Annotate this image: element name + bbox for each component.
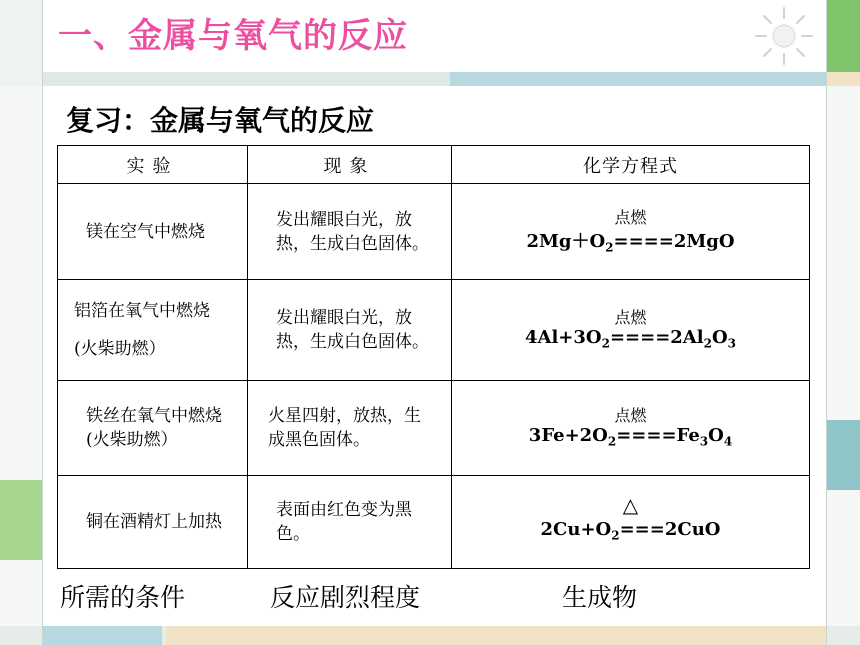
equation-arrow: ==== bbox=[609, 327, 671, 349]
subscript: 4 bbox=[723, 434, 733, 449]
equation-rhs: 2Al bbox=[670, 327, 704, 349]
frame-line-right bbox=[826, 0, 827, 645]
equation-cell bbox=[452, 280, 810, 381]
reaction-condition: 点燃 bbox=[614, 308, 647, 328]
footer-label-intensity: 反应剧烈程度 bbox=[270, 583, 421, 612]
experiment-cell: 铁丝在氧气中燃烧(火柴助燃） bbox=[58, 381, 248, 476]
frame-bottom-teal bbox=[42, 626, 162, 645]
footer-label-products: 生成物 bbox=[562, 583, 638, 612]
reaction-condition: 点燃 bbox=[614, 406, 647, 426]
frame-right-tan bbox=[826, 72, 860, 86]
equation bbox=[540, 493, 721, 543]
equation-cell bbox=[452, 184, 810, 280]
reaction-condition: 点燃 bbox=[614, 207, 647, 227]
experiment-cell: 铜在酒精灯上加热 bbox=[58, 476, 248, 569]
subscript: 3 bbox=[727, 336, 737, 351]
experiment-cell: 铝箔在氧气中燃烧(火柴助燃） bbox=[58, 280, 248, 381]
equation bbox=[526, 209, 734, 255]
header-equation: 化学方程式 bbox=[452, 146, 810, 184]
equation-cell bbox=[452, 381, 810, 476]
phenomenon-cell: 表面由红色变为黑色。 bbox=[248, 476, 452, 569]
phenomenon-cell: 火星四射，放热，生成黑色固体。 bbox=[248, 381, 452, 476]
equation-rhs: 2MgO bbox=[673, 230, 735, 252]
equation-arrow: ==== bbox=[616, 425, 677, 447]
table-header-row bbox=[58, 146, 810, 184]
table-row bbox=[58, 184, 810, 280]
subscript: 2 bbox=[607, 434, 617, 449]
frame-left-top-block bbox=[0, 0, 42, 86]
equation-lhs: 3Fe+2O bbox=[528, 425, 608, 447]
subscript: 2 bbox=[605, 240, 614, 255]
subscript: 2 bbox=[611, 528, 620, 543]
frame-bottom-tan bbox=[166, 626, 826, 645]
equation-rhs: 2CuO bbox=[664, 519, 721, 541]
equation-cell bbox=[452, 476, 810, 569]
frame-right-column bbox=[826, 86, 860, 626]
subscript: 3 bbox=[699, 434, 709, 449]
table-row bbox=[58, 381, 810, 476]
subscript: 2 bbox=[601, 336, 610, 351]
slide-subtitle: 复习：金属与氧气的反应 bbox=[66, 104, 375, 137]
sun-icon bbox=[752, 4, 816, 68]
equation bbox=[529, 407, 732, 449]
equation-rhs-tail: O bbox=[708, 425, 724, 447]
reaction-table bbox=[57, 145, 810, 569]
equation bbox=[525, 309, 736, 351]
phenomenon-cell: 发出耀眼白光，放热，生成白色固体。 bbox=[248, 280, 452, 381]
frame-line-left bbox=[42, 0, 43, 645]
equation-arrow: === bbox=[619, 519, 665, 541]
slide-title: 一、金属与氧气的反应 bbox=[58, 16, 408, 56]
footer-label-conditions: 所需的条件 bbox=[60, 583, 186, 612]
table-row bbox=[58, 476, 810, 569]
frame-right-teal bbox=[826, 420, 860, 490]
table-row bbox=[58, 280, 810, 381]
equation-rhs-tail: O bbox=[711, 327, 728, 349]
equation-arrow: ==== bbox=[613, 230, 674, 252]
frame-top-strip-accent bbox=[450, 72, 826, 86]
header-experiment: 实验 bbox=[58, 146, 248, 184]
phenomenon-cell: 发出耀眼白光，放热，生成白色固体。 bbox=[248, 184, 452, 280]
heat-condition-icon: △ bbox=[622, 493, 639, 518]
header-phenomenon: 现象 bbox=[248, 146, 452, 184]
experiment-cell: 镁在空气中燃烧 bbox=[58, 184, 248, 280]
equation-lhs: 4Al+3O bbox=[524, 327, 602, 349]
equation-lhs: 2Mg＋O bbox=[526, 230, 606, 252]
equation-lhs: 2Cu+O bbox=[540, 519, 612, 541]
subscript: 2 bbox=[703, 336, 712, 351]
frame-right-top-green bbox=[826, 0, 860, 72]
frame-left-green bbox=[0, 480, 42, 560]
equation-rhs: Fe bbox=[676, 425, 700, 447]
